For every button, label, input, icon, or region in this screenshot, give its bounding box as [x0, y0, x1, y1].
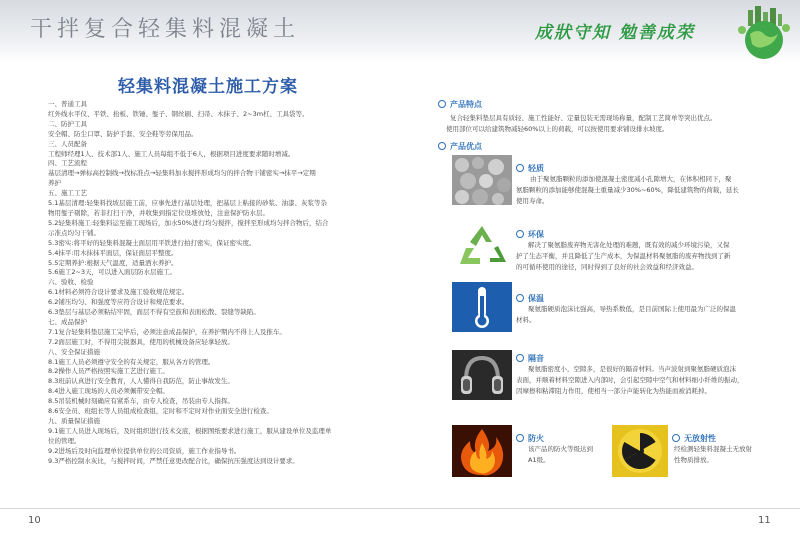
feature-title: 防火 — [528, 433, 544, 443]
text-line: 7.1复合轻集料垫层施工完毕后，必须注意成品保护，在养护期内不得上人及推车。 — [48, 327, 286, 336]
text-line: 二、防护工具 — [48, 119, 87, 128]
text-line: 5.1基层清理:轻集料找坡层施工前，应事先进行基层处理，把基层上粘接的砂浆、油漆、灰浆等杂 — [48, 199, 328, 208]
text-line: 红外线水平仪、平铁、抬板、铁锤、錾子、钢丝刷、扫帚、木抹子、2~3m杠、工具袋等。 — [48, 109, 309, 118]
text-line: 9.2进场后及时向监理单位提供单位的公司资质，施工作业指导书。 — [48, 446, 241, 455]
text-line: 8.6安全员、班组长等人员组成检查组，定时和不定时对作业面安全进行检查。 — [48, 407, 273, 416]
text-line: 6.2铺压均匀、和强度等应符合设计和规范要求。 — [48, 298, 189, 307]
text-line: 6.3垫层与基层必须粘结牢固，面层不得有空鼓和表面松散、裂缝等缺陷。 — [48, 308, 260, 317]
circle-bullet-icon — [438, 100, 446, 108]
text-line: 四、工艺流程 — [48, 159, 87, 168]
text-line: 位的管理。 — [48, 436, 81, 445]
text-line: 5.3密实:将平好的轻集料混凝土面层用平铁进行拍打密实，保证密实度。 — [48, 238, 256, 247]
circle-bullet-icon — [516, 354, 524, 362]
feature-title: 隔音 — [528, 353, 544, 363]
text-line: 8.1施工人员必须遵守安全的有关规定，服从各方的管理。 — [48, 357, 215, 366]
feature-lightweight: 轻质 由于聚氨脂颗粒的添加使混凝土密度减小孔隙增大，在体积相同下，聚 氨脂颗粒的添加能够使混凝土重量减少30%~60%，降低建筑物的荷载，延长 使用寿命。 — [516, 163, 739, 205]
features-heading: 产品特点 — [438, 98, 788, 110]
text-line: 六、验收、检验 — [48, 278, 94, 287]
construction-plan-text — [48, 100, 370, 467]
text-line: 7.2面层施工时，不得用尖锐器具，使用的机械设备应轻拿轻放。 — [48, 337, 234, 346]
text-line: 8.3班前认真进行安全教育，人人懂得自我防范，防止事故发生。 — [48, 377, 234, 386]
feature-eco: 环保 解决了聚氨脂废弃物无害化处理的难题，既有效的减少环境污染，又保 护了生态平衡，并且降低了生产成本，为保温材料聚氨脂的废弃物找到了新 的可循环使用的途径，同时得到了良好的社会效益和经济效益。 — [516, 229, 731, 271]
footer-divider — [0, 508, 800, 509]
headphones-icon — [452, 350, 512, 400]
recycle-icon — [452, 220, 512, 270]
green-globe-icon — [734, 4, 794, 62]
slogan: 成狀守知 勉善成荣 — [535, 23, 695, 43]
text-line: 养护 — [48, 179, 61, 188]
text-line: 5.4抹平:用木抹抹平面层，保证面层平整度。 — [48, 248, 178, 257]
feature-soundproof: 隔音 聚氨脂密度小，空隙多，是很好的隔音材料。当声波射到聚氨脂硬质泡沫 表面，并顺着材料空隙进入内部时，会引起空隙中空气和材料细小纤维的振动， 因摩擦和粘滞阻力作用，使相当一部分声能转化为热能而被消耗掉。 — [516, 353, 744, 395]
text-line: 6.1材料必须符合设计要求及施工验收规范规定。 — [48, 288, 189, 297]
advantages-heading: 产品优点 — [438, 140, 788, 152]
feature-title: 无放射性 — [684, 433, 716, 443]
feature-non-radioactive: 无放射性 经检测轻集料混凝土无放射 性物质排放。 — [674, 433, 752, 464]
feature-insulation: 保温 聚氨脂硬质泡沫比强高，导热系数低，是目前国际上使用最为广泛的保温 材料。 — [516, 293, 736, 324]
feature-title: 轻质 — [528, 163, 544, 173]
text-line: 9.3严格控制水灰比，与搅拌时间，严禁任意更改配合比，确保抗压强度达到设计要求。 — [48, 456, 299, 465]
circle-bullet-icon — [516, 164, 524, 172]
text-line: 9.1施工人员进入现场后，及时组织进行技术交底，根据图纸要求进行施工，服从建设单位及监理单 — [48, 426, 332, 435]
feature-title: 保温 — [528, 293, 544, 303]
text-line: 七、成品保护 — [48, 317, 87, 326]
page-title: 轻集料混凝土施工方案 — [118, 77, 298, 97]
text-line: 八、安全保证措施 — [48, 347, 100, 356]
text-line: 5.6施工2~3天，可以进入面层防水层施工。 — [48, 268, 177, 277]
circle-bullet-icon — [516, 230, 524, 238]
features-text: 复合轻集料垫层具有质轻、施工性能好、定量包装无需现场称量，配制工艺简单等突出优点。 — [450, 114, 717, 122]
text-line: 5.5定期养护:根据天气温度，适量洒水养护。 — [48, 258, 178, 267]
text-line: 示准点均匀干铺。 — [48, 228, 100, 237]
radiation-icon — [612, 425, 668, 477]
circle-bullet-icon — [516, 434, 524, 442]
lightweight-aggregate-image — [452, 155, 512, 205]
page-number-right: 11 — [758, 515, 771, 526]
product-features-section — [438, 98, 788, 152]
thermometer-icon — [452, 282, 512, 332]
fire-icon — [452, 425, 512, 477]
text-line: 8.2操作人员严格按照实施工艺进行施工。 — [48, 367, 169, 376]
text-line: 基层清理→弹标高控制线→找标准点→轻集料加水搅拌形成均匀的拌合物干铺密实→抹平→定期 — [48, 169, 316, 178]
text-line: 五、施工工艺 — [48, 189, 87, 198]
text-line: 8.5吊装机械时刻确应有紧系车，由专人检查，吊装由专人指挥。 — [48, 397, 234, 406]
text-line: 三、人员配备 — [48, 139, 87, 148]
feature-fireproof: 防火 该产品的防火等级达到 A1级。 — [516, 432, 616, 466]
features-text: 使用部位可以给建筑物减轻60%以上的荷载，可以按使用要求铺设排水坡度。 — [446, 125, 669, 133]
feature-title: 环保 — [528, 229, 544, 239]
text-line: 一、普通工具 — [48, 100, 87, 108]
text-line: 5.2轻集料施工:轻集料运至施工现场后，加水50%进行均匀搅拌，搅拌至形成均匀拌合物后，结合 — [48, 218, 329, 227]
brochure-title: 干拌复合轻集料混凝土 — [30, 17, 301, 42]
page-number-left: 10 — [28, 515, 41, 526]
text-line: 8.4进入施工现场的人员必须佩带安全帽。 — [48, 387, 169, 396]
text-line: 九、质量保证措施 — [48, 417, 100, 425]
circle-bullet-icon — [516, 294, 524, 302]
text-line: 安全帽、防尘口罩、防护手套、安全鞋等劳保用品。 — [48, 129, 198, 138]
circle-bullet-icon — [438, 142, 446, 150]
text-line: 物用錾子剔除，若非打扫干净，并收集到指定位设堆放处，注意保护防水层。 — [48, 208, 269, 217]
circle-bullet-icon — [672, 434, 680, 442]
text-line: 工程师经理1人、技术部1人、施工人员每组不低于6人，根据项目进度要求随时增减。 — [48, 149, 295, 158]
